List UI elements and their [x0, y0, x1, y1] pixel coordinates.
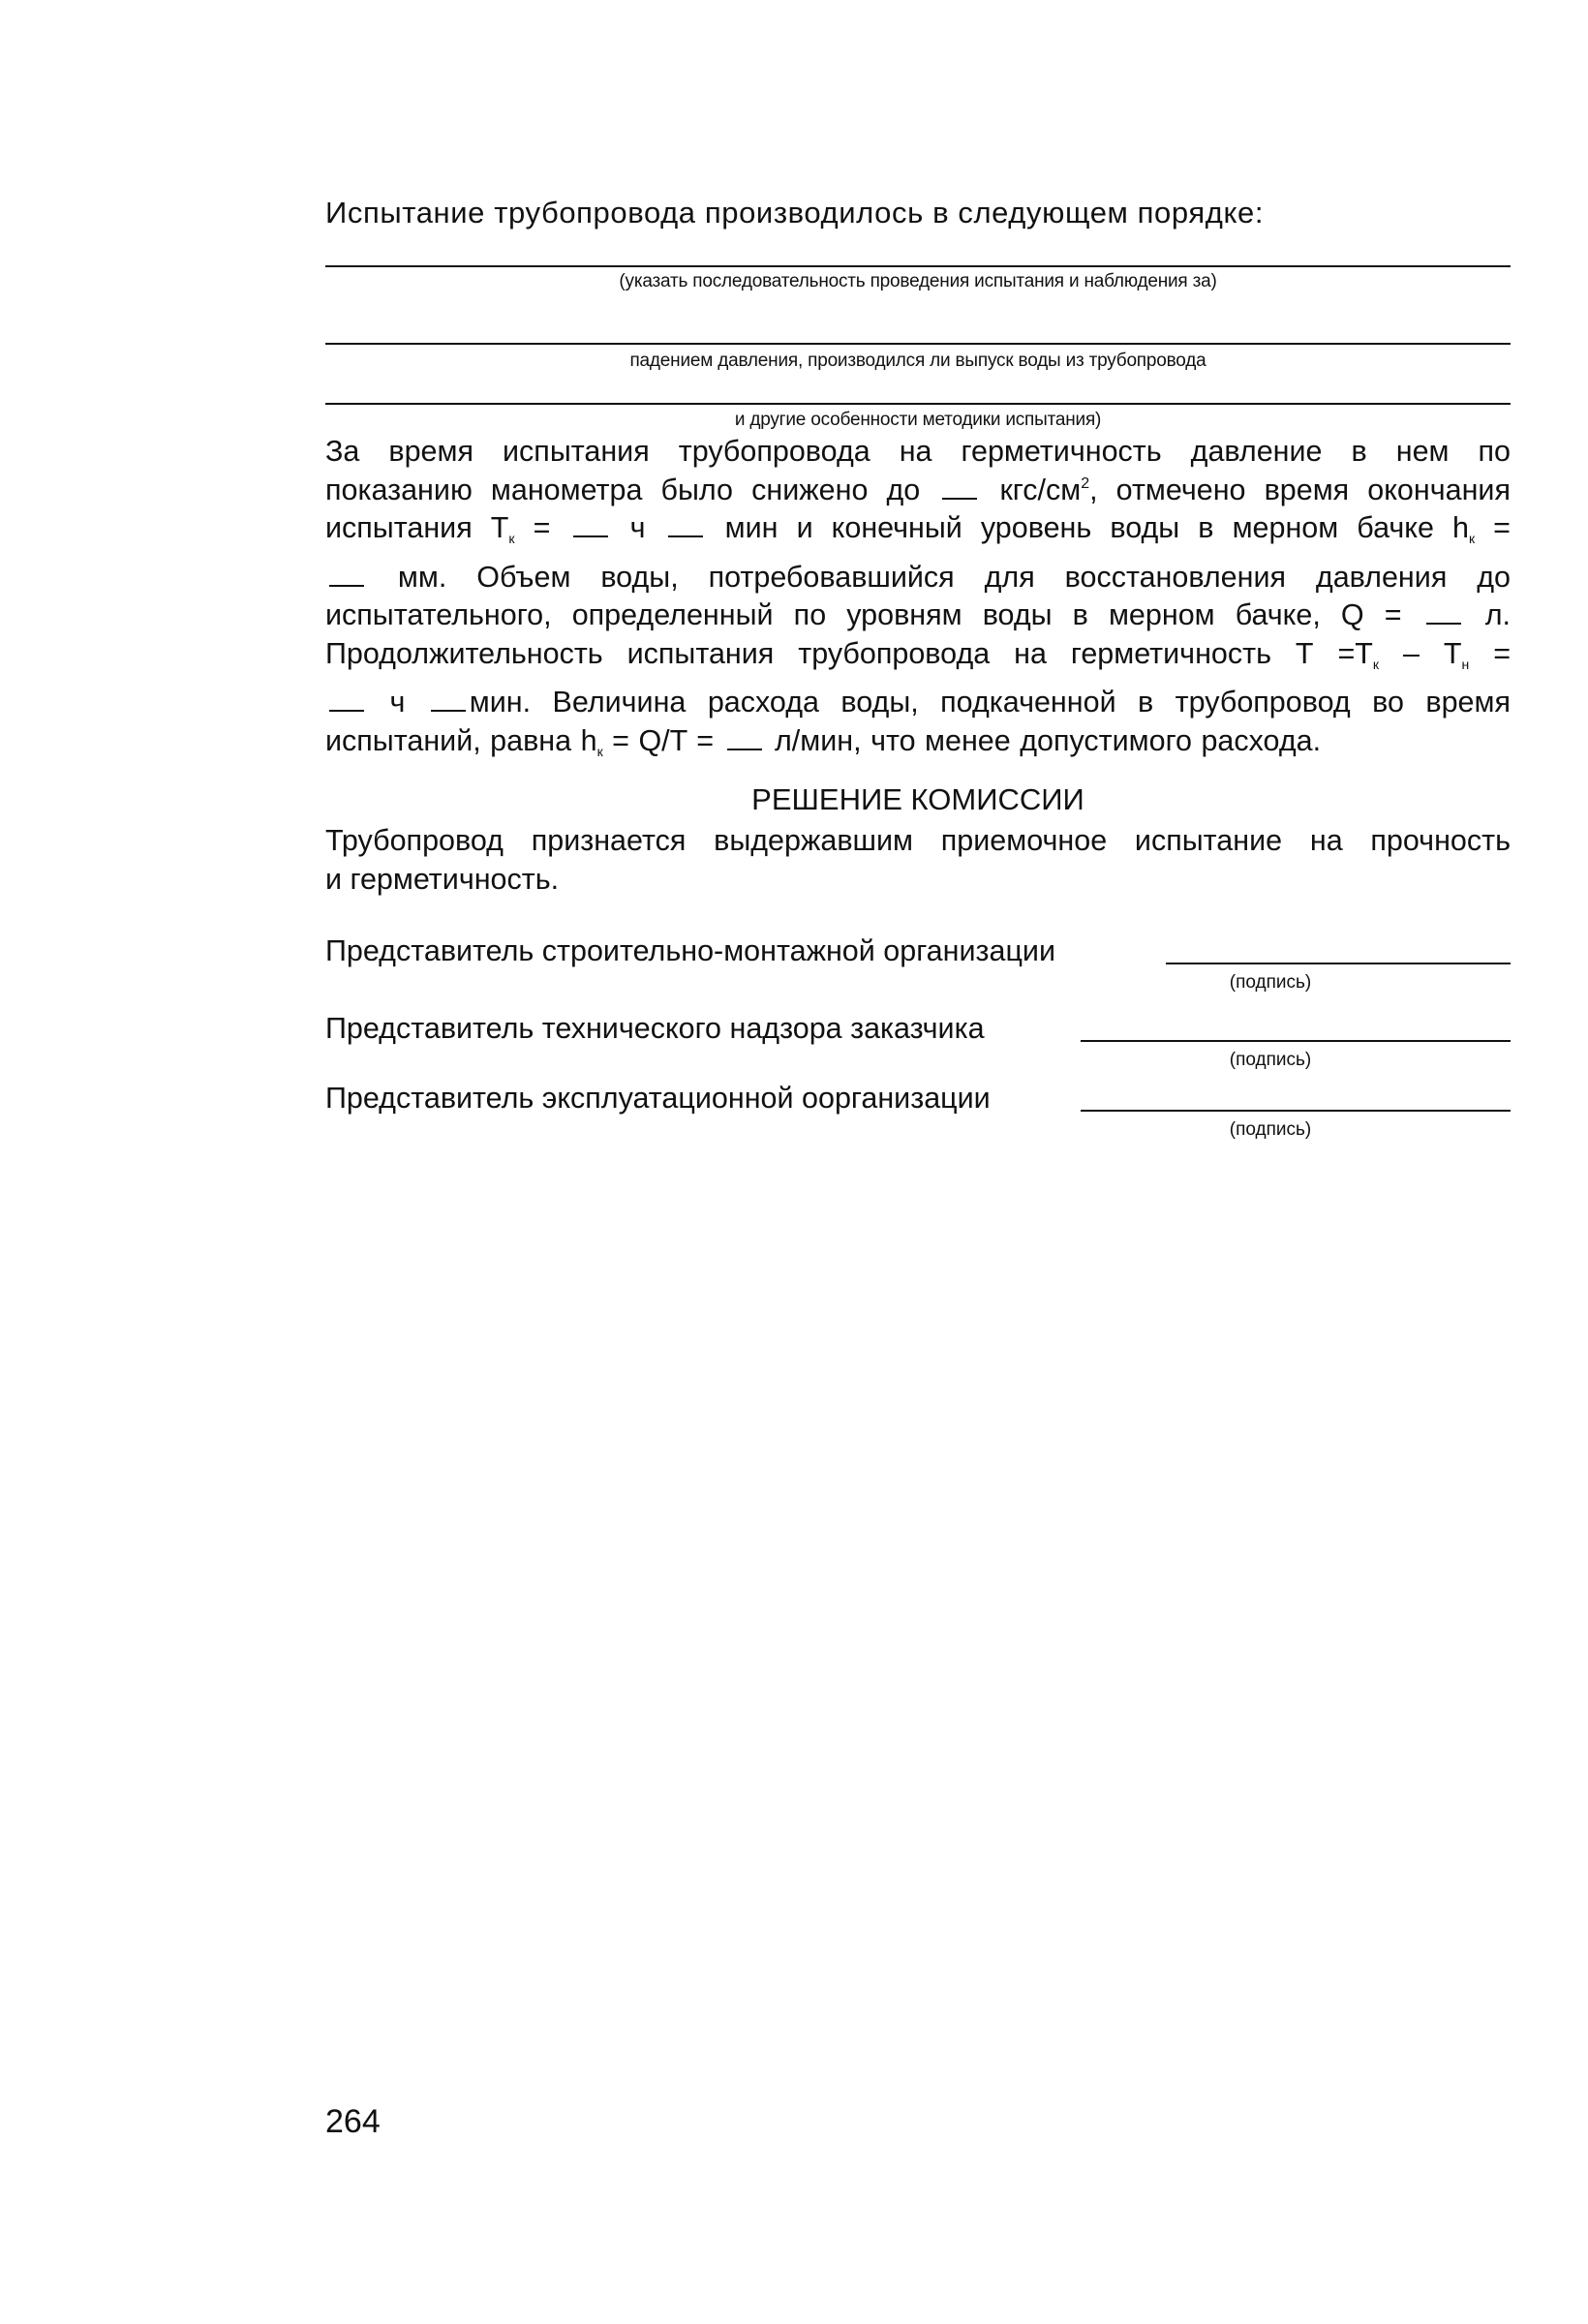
blank-field: [1426, 623, 1461, 625]
paragraph-line: За время испытания трубопровода на герметичность давление в нем по: [325, 435, 1511, 468]
fill-line-1: [325, 265, 1511, 267]
paragraph-line: испытаний, равна $h_к = Q/T = л/мин$, что менее допустимого расхода.: [325, 723, 1322, 759]
blank-field: [329, 710, 364, 712]
signature-line: [1081, 1110, 1511, 1112]
test-results-paragraph: [325, 433, 1511, 771]
signature-line: [1166, 963, 1511, 964]
intro-text: Испытание трубопровода производилось в следующем порядке:: [325, 196, 1265, 229]
paragraph-line: Продолжительность испытания трубопровода на герметичность $Т =Т_к - Т_н$ =: [325, 636, 1511, 672]
signature-caption: (подпись): [1229, 1119, 1312, 1140]
signature-label: Представитель строительно-монтажной организации: [325, 934, 1055, 967]
signature-label: Представитель технического надзора заказчика: [325, 1012, 985, 1045]
fill-caption-3: и другие особенности методики испытания): [734, 410, 1102, 430]
signature-line: [1081, 1040, 1511, 1042]
blank-field: [727, 749, 762, 750]
signature-caption: (подпись): [1229, 1050, 1312, 1070]
fill-line-2: [325, 343, 1511, 345]
paragraph-line: испытательного, определенный по уровням воды в мерном бачке, Q = л.: [325, 598, 1511, 631]
blank-field: [431, 710, 466, 712]
blank-field: [668, 535, 703, 537]
fill-caption-1: (указать последовательность проведения испытания и наблюдения за): [619, 271, 1217, 291]
decision-line: Трубопровод признается выдержавшим приемочное испытание на прочность: [325, 824, 1511, 857]
paragraph-line: ч мин. Величина расхода воды, подкаченной в трубопровод во время: [325, 684, 1511, 722]
fill-caption-2: падением давления, производился ли выпуск воды из трубопровода: [629, 351, 1206, 371]
fill-line-3: [325, 403, 1511, 405]
signature-row: [325, 930, 1511, 968]
decision-heading: РЕШЕНИЕ КОМИССИИ: [751, 782, 1084, 816]
paragraph-line: мм. Объем воды, потребовавшийся для восстановления давления до: [325, 559, 1511, 597]
blank-field: [329, 585, 364, 587]
decision-line: и герметичность.: [325, 863, 560, 896]
page-number: 264: [325, 2103, 381, 2140]
signature-row: [325, 1077, 1511, 1116]
paragraph-line: показанию манометра было снижено до кгс/$см^2$, отмечено время окончания: [325, 473, 1511, 506]
signature-caption: (подпись): [1229, 972, 1312, 993]
signature-row: [325, 1007, 1511, 1046]
blank-field: [573, 535, 608, 537]
decision-text: [325, 821, 1511, 899]
signature-label: Представитель эксплуатационной оорганизации: [325, 1082, 991, 1115]
paragraph-line: испытания $Т_к = ч$ мин и конечный уровень воды в мерном бачке $h_к$ =: [325, 511, 1511, 546]
blank-field: [942, 498, 977, 500]
